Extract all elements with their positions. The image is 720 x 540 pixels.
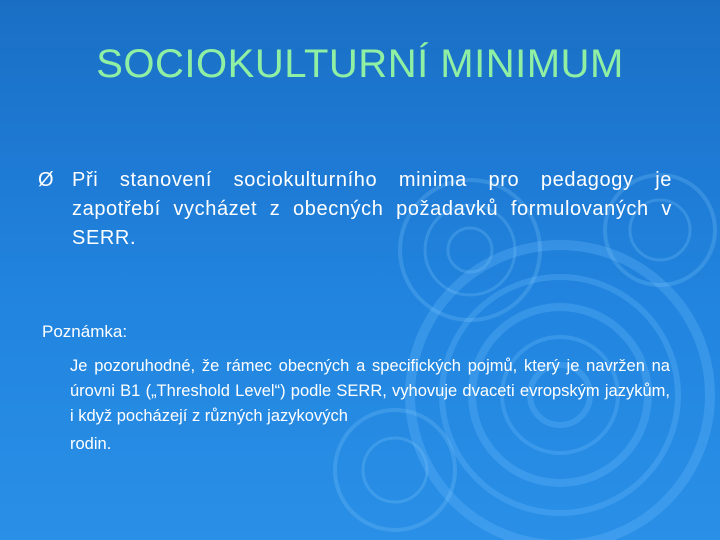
bullet-text: Při stanovení sociokulturního minima pro pedagogy je zapotřebí vycházet z obecných požadavků formulovaných v SERR. xyxy=(72,169,672,249)
note-label: Poznámka: xyxy=(42,322,128,341)
slide-title: SOCIOKULTURNÍ MINIMUM xyxy=(96,42,624,86)
note-text-last-line: rodin. xyxy=(70,435,112,453)
arrow-bullet-icon: Ø xyxy=(38,169,54,191)
note-text: Je pozoruhodné, že rámec obecných a specifických pojmů, který je navržen na úrovni B1 („Threshold Level“) podle SERR, vyhovuje dvaceti evropským jazykům, i když pocházejí z různých jazykových xyxy=(70,357,670,425)
bullet-item xyxy=(38,166,678,253)
